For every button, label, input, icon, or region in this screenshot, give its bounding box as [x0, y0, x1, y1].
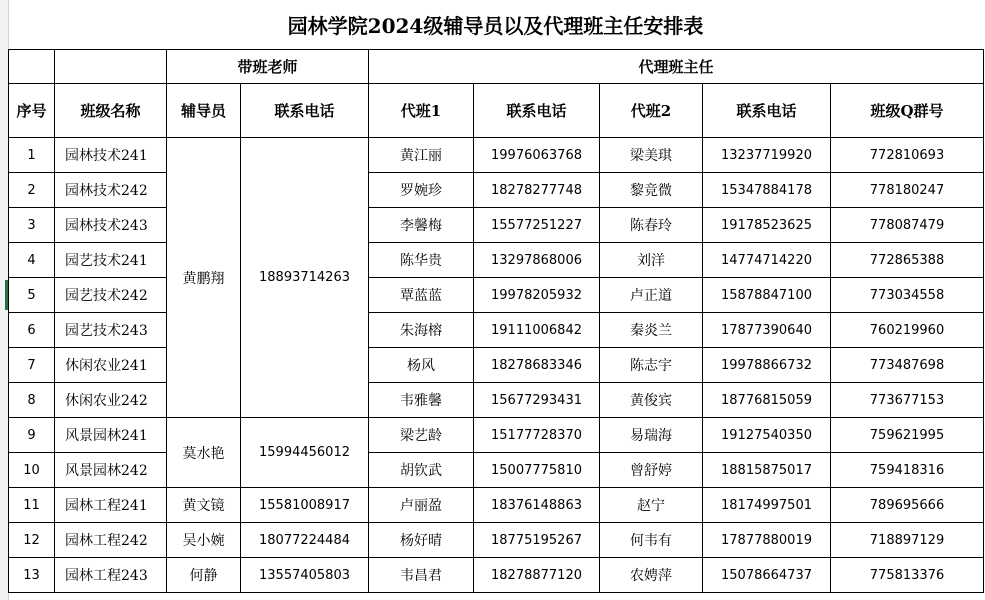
class-name-cell[interactable]: 园艺技术243: [55, 313, 167, 348]
counselor-name-cell[interactable]: 吴小婉: [167, 523, 241, 558]
acting1-phone-cell[interactable]: 19111006842: [474, 313, 600, 348]
acting1-name-cell[interactable]: 黄江丽: [369, 138, 474, 173]
acting2-phone-cell[interactable]: 17877390640: [703, 313, 831, 348]
acting2-name-cell[interactable]: 曾舒婷: [600, 453, 703, 488]
acting2-phone-cell[interactable]: 18815875017: [703, 453, 831, 488]
qq-group-cell[interactable]: 773034558: [831, 278, 984, 313]
class-name-cell[interactable]: 园艺技术241: [55, 243, 167, 278]
table-row: [9, 208, 984, 243]
acting1-name-cell[interactable]: 梁艺龄: [369, 418, 474, 453]
qq-group-cell[interactable]: 772865388: [831, 243, 984, 278]
row-number-cell[interactable]: 6: [9, 313, 55, 348]
sheet-title[interactable]: 园林学院2024级辅导员以及代理班主任安排表: [8, 0, 983, 50]
table-row: [9, 313, 984, 348]
qq-group-cell[interactable]: 718897129: [831, 523, 984, 558]
acting2-name-cell[interactable]: 陈志宇: [600, 348, 703, 383]
row-number-cell[interactable]: 5: [9, 278, 55, 313]
row-number-cell[interactable]: 13: [9, 558, 55, 593]
col-header-acting1-phone[interactable]: 联系电话: [474, 84, 600, 138]
row-number-cell[interactable]: 4: [9, 243, 55, 278]
acting2-phone-cell[interactable]: 18174997501: [703, 488, 831, 523]
table-row: [9, 453, 984, 488]
row-number-cell[interactable]: 2: [9, 173, 55, 208]
row-number-cell[interactable]: 10: [9, 453, 55, 488]
acting2-name-cell[interactable]: 黎竞微: [600, 173, 703, 208]
acting2-name-cell[interactable]: 卢正道: [600, 278, 703, 313]
acting1-phone-cell[interactable]: 15677293431: [474, 383, 600, 418]
table-row: [9, 418, 984, 453]
table-row: [9, 278, 984, 313]
row-number-cell[interactable]: 9: [9, 418, 55, 453]
acting1-phone-cell[interactable]: 15577251227: [474, 208, 600, 243]
qq-group-cell[interactable]: 778180247: [831, 173, 984, 208]
class-name-cell[interactable]: 休闲农业242: [55, 383, 167, 418]
table-row: [9, 243, 984, 278]
class-name-cell[interactable]: 园林技术241: [55, 138, 167, 173]
class-name-cell[interactable]: 风景园林241: [55, 418, 167, 453]
teachers-group-header[interactable]: 带班老师: [167, 50, 369, 84]
counselor-name-cell[interactable]: 何静: [167, 558, 241, 593]
counselor-phone-cell[interactable]: 15994456012: [241, 418, 369, 488]
counselor-name-cell[interactable]: 黄文镜: [167, 488, 241, 523]
column-header-row: [9, 84, 984, 138]
acting1-name-cell[interactable]: 陈华贵: [369, 243, 474, 278]
acting1-phone-cell[interactable]: 18278277748: [474, 173, 600, 208]
acting1-name-cell[interactable]: 朱海榕: [369, 313, 474, 348]
acting1-phone-cell[interactable]: 15177728370: [474, 418, 600, 453]
col-header-acting1[interactable]: 代班1: [369, 84, 474, 138]
acting2-name-cell[interactable]: 赵宁: [600, 488, 703, 523]
table-row: [9, 558, 984, 593]
acting1-phone-cell[interactable]: 15007775810: [474, 453, 600, 488]
class-name-cell[interactable]: 园林工程243: [55, 558, 167, 593]
acting1-name-cell[interactable]: 覃蓝蓝: [369, 278, 474, 313]
acting-group-header[interactable]: 代理班主任: [369, 50, 984, 84]
counselor-phone-cell[interactable]: 15581008917: [241, 488, 369, 523]
class-name-cell[interactable]: 风景园林242: [55, 453, 167, 488]
group-header-row: [9, 50, 984, 84]
acting2-name-cell[interactable]: 农娉萍: [600, 558, 703, 593]
row-number-cell[interactable]: 11: [9, 488, 55, 523]
qq-group-cell[interactable]: 772810693: [831, 138, 984, 173]
class-name-cell[interactable]: 园林技术242: [55, 173, 167, 208]
acting2-phone-cell[interactable]: 13237719920: [703, 138, 831, 173]
acting2-phone-cell[interactable]: 15878847100: [703, 278, 831, 313]
acting2-name-cell[interactable]: 易瑞海: [600, 418, 703, 453]
acting1-name-cell[interactable]: 杨风: [369, 348, 474, 383]
acting2-phone-cell[interactable]: 18776815059: [703, 383, 831, 418]
acting2-phone-cell[interactable]: 19178523625: [703, 208, 831, 243]
blank-cell[interactable]: [55, 50, 167, 84]
acting1-phone-cell[interactable]: 19978205932: [474, 278, 600, 313]
acting2-phone-cell[interactable]: 14774714220: [703, 243, 831, 278]
acting1-phone-cell[interactable]: 18278877120: [474, 558, 600, 593]
acting2-name-cell[interactable]: 秦炎兰: [600, 313, 703, 348]
acting2-phone-cell[interactable]: 15078664737: [703, 558, 831, 593]
class-name-cell[interactable]: 园林技术243: [55, 208, 167, 243]
qq-group-cell[interactable]: 778087479: [831, 208, 984, 243]
row-number-cell[interactable]: 8: [9, 383, 55, 418]
qq-group-cell[interactable]: 773677153: [831, 383, 984, 418]
acting2-phone-cell[interactable]: 19127540350: [703, 418, 831, 453]
col-header-class-name[interactable]: 班级名称: [55, 84, 167, 138]
qq-group-cell[interactable]: 759621995: [831, 418, 984, 453]
acting2-name-cell[interactable]: 黄俊宾: [600, 383, 703, 418]
acting1-phone-cell[interactable]: 18376148863: [474, 488, 600, 523]
row-number-cell[interactable]: 1: [9, 138, 55, 173]
col-header-no[interactable]: 序号: [9, 84, 55, 138]
acting1-phone-cell[interactable]: 18278683346: [474, 348, 600, 383]
qq-group-cell[interactable]: 759418316: [831, 453, 984, 488]
table-row: [9, 523, 984, 558]
table-row: [9, 383, 984, 418]
class-name-cell[interactable]: 园林工程241: [55, 488, 167, 523]
acting2-name-cell[interactable]: 刘洋: [600, 243, 703, 278]
acting1-name-cell[interactable]: 韦昌君: [369, 558, 474, 593]
col-header-acting2-phone[interactable]: 联系电话: [703, 84, 831, 138]
col-header-counselor[interactable]: 辅导员: [167, 84, 241, 138]
acting2-phone-cell[interactable]: 19978866732: [703, 348, 831, 383]
acting1-phone-cell[interactable]: 13297868006: [474, 243, 600, 278]
row-number-cell[interactable]: 7: [9, 348, 55, 383]
counselor-phone-cell[interactable]: 18077224484: [241, 523, 369, 558]
qq-group-cell[interactable]: 789695666: [831, 488, 984, 523]
counselor-phone-cell[interactable]: 13557405803: [241, 558, 369, 593]
counselor-name-cell[interactable]: 莫水艳: [167, 418, 241, 488]
row-number-cell[interactable]: 12: [9, 523, 55, 558]
qq-group-cell[interactable]: 773487698: [831, 348, 984, 383]
acting1-name-cell[interactable]: 胡钦武: [369, 453, 474, 488]
col-header-qq-group[interactable]: 班级Q群号: [831, 84, 984, 138]
acting1-name-cell[interactable]: 卢丽盈: [369, 488, 474, 523]
col-header-acting2[interactable]: 代班2: [600, 84, 703, 138]
acting2-phone-cell[interactable]: 15347884178: [703, 173, 831, 208]
acting2-name-cell[interactable]: 陈春玲: [600, 208, 703, 243]
class-name-cell[interactable]: 园林工程242: [55, 523, 167, 558]
acting1-name-cell[interactable]: 李馨梅: [369, 208, 474, 243]
class-name-cell[interactable]: 休闲农业241: [55, 348, 167, 383]
acting2-name-cell[interactable]: 梁美琪: [600, 138, 703, 173]
acting2-phone-cell[interactable]: 17877880019: [703, 523, 831, 558]
acting2-name-cell[interactable]: 何韦有: [600, 523, 703, 558]
acting1-phone-cell[interactable]: 19976063768: [474, 138, 600, 173]
counselor-phone-cell[interactable]: 18893714263: [241, 138, 369, 418]
counselor-name-cell[interactable]: 黄鹏翔: [167, 138, 241, 418]
class-name-cell[interactable]: 园艺技术242: [55, 278, 167, 313]
acting1-name-cell[interactable]: 罗婉珍: [369, 173, 474, 208]
table-row: [9, 348, 984, 383]
acting1-name-cell[interactable]: 杨好晴: [369, 523, 474, 558]
acting1-phone-cell[interactable]: 18775195267: [474, 523, 600, 558]
table-row: [9, 138, 984, 173]
col-header-counselor-phone[interactable]: 联系电话: [241, 84, 369, 138]
table-row: [9, 488, 984, 523]
qq-group-cell[interactable]: 760219960: [831, 313, 984, 348]
qq-group-cell[interactable]: 775813376: [831, 558, 984, 593]
blank-cell[interactable]: [9, 50, 55, 84]
table-row: [9, 173, 984, 208]
row-number-cell[interactable]: 3: [9, 208, 55, 243]
assignment-table: [8, 49, 984, 593]
acting1-name-cell[interactable]: 韦雅馨: [369, 383, 474, 418]
